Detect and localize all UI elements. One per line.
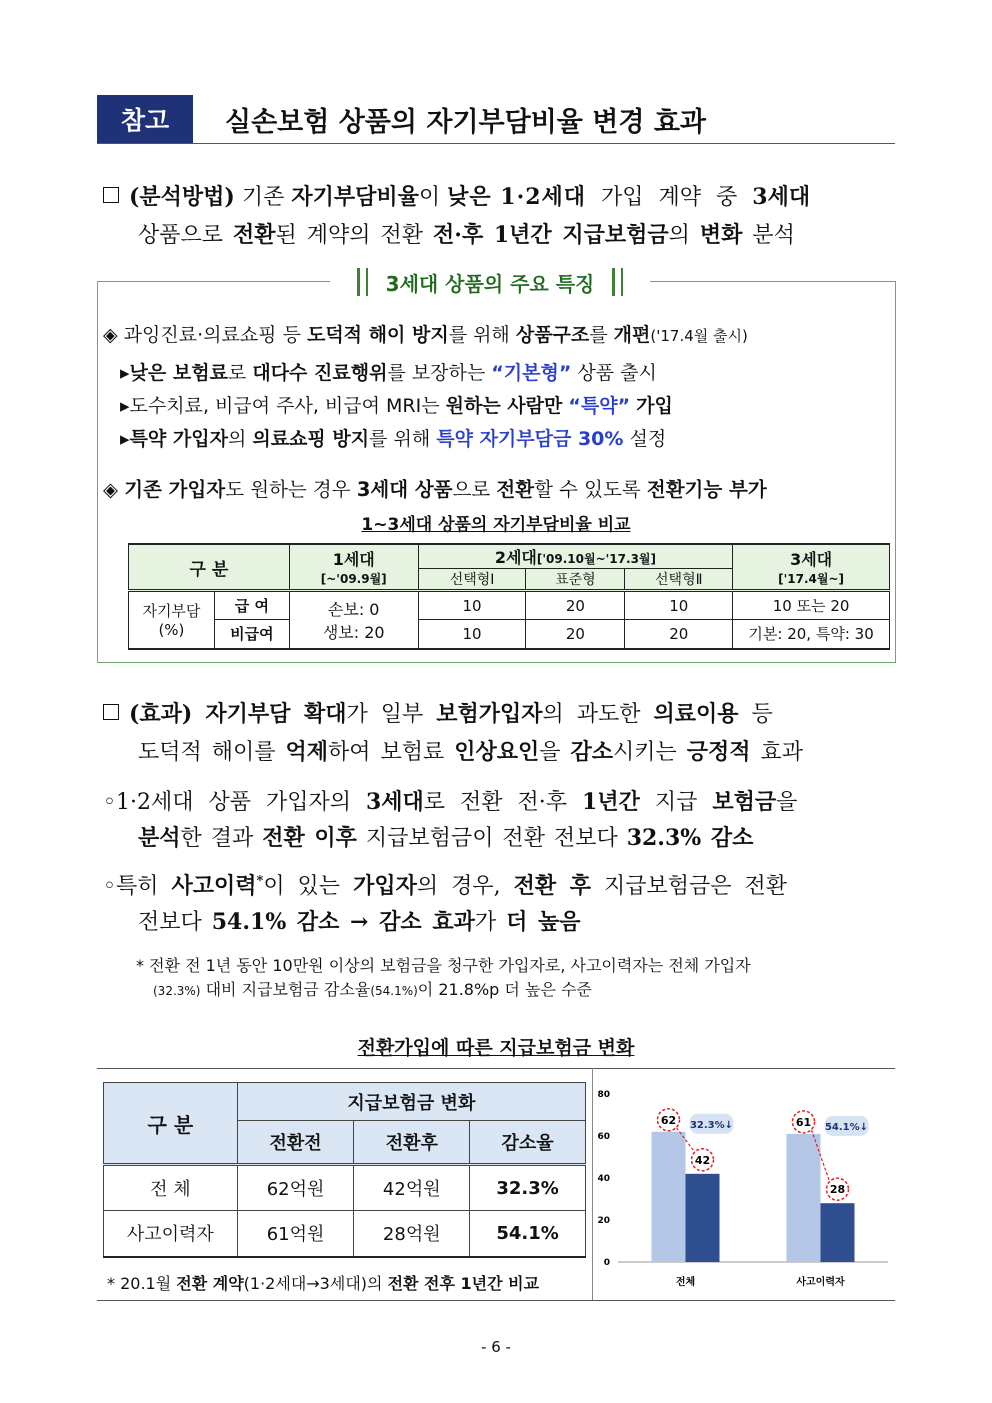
header-division: 구 분 (129, 544, 290, 591)
cell: 28억원 (354, 1211, 470, 1257)
effect-bullet-1-line-1: ◦1·2세대 상품 가입자의 3세대로 전환 전·후 1년간 지급 보험금을 (103, 789, 798, 815)
header-select-1: 선택형Ⅰ (418, 569, 526, 591)
header-after: 전환후 (354, 1121, 470, 1165)
header-gen3: 3세대 ['17.4월~] (733, 544, 890, 591)
data-label: 28 (829, 1183, 846, 1197)
header-rate: 감소율 (470, 1121, 586, 1165)
row-non-covered: 비급여 (214, 620, 289, 649)
header-standard: 표준형 (526, 569, 625, 591)
header-gen1: 1세대 [~'09.9월] (289, 544, 418, 591)
cell: 10 또는 20 (733, 591, 890, 620)
checkbox-square-icon (103, 704, 119, 720)
features-bullet-1: ▸낮은 보험료로 대다수 진료행위를 보장하는 “기본형” 상품 출시 (120, 362, 657, 384)
bottom-frame-bottom (97, 1300, 895, 1301)
y-tick-label: 60 (597, 1132, 610, 1142)
cell: 10 (418, 591, 526, 620)
y-tick-label: 40 (597, 1174, 610, 1184)
effect-bullet-2-line-2: 전보다 54.1% 감소 → 감소 효과가 더 높음 (138, 909, 581, 935)
y-tick-label: 0 (603, 1258, 610, 1268)
bottom-note: * 20.1월 전환 계약(1·2세대→3세대)의 전환 전후 1년간 비교 (107, 1274, 540, 1293)
comparison-table (128, 543, 890, 650)
header-select-2: 선택형Ⅱ (625, 569, 733, 591)
footnote-line-1: * 전환 전 1년 동안 10만원 이상의 보험금을 청구한 가입자로, 사고이력자는 전체 가입자 (136, 956, 751, 975)
row-label: 사고이력자 (104, 1211, 238, 1257)
cell: 42억원 (354, 1165, 470, 1211)
data-label: 62 (660, 1113, 677, 1127)
features-line-2: ◈ 기존 가입자도 원하는 경우 3세대 상품으로 전환할 수 있도록 전환기능 부가 (103, 478, 767, 501)
cell: 10 (625, 591, 733, 620)
effect-bullet-2-line-1: ◦특히 사고이력*이 있는 가입자의 경우, 전환 후 지급보험금은 전환 (103, 873, 788, 899)
checkbox-square-icon (103, 187, 119, 203)
cell: 기본: 20, 특약: 30 (733, 620, 890, 649)
cell: 20 (625, 620, 733, 649)
table-row (104, 1165, 586, 1211)
footnote-line-2: (32.3%) 대비 지급보험금 감소율(54.1%)이 21.8%p 더 높은 수준 (153, 980, 592, 999)
method-line-2: 상품으로 전환된 계약의 전환 전·후 1년간 지급보험금의 변화 분석 (138, 222, 795, 248)
effect-line-1: (효과) 자기부담 확대가 일부 보험가입자의 과도한 의료이용 등 (103, 697, 773, 728)
method-line-1: (분석방법) 기존 자기부담비율이 낮은 1·2세대 가입 계약 중 3세대 (103, 180, 810, 211)
header-gen2: 2세대['09.10월~'17.3월] (418, 544, 733, 569)
title-bar-icon (357, 268, 368, 296)
benefit-bar-chart (594, 1080, 894, 1295)
cell: 32.3% (470, 1165, 586, 1211)
features-bullet-2: ▸도수치료, 비급여 주사, 비급여 MRI는 원하는 사람만 “특약” 가입 (120, 395, 673, 417)
table-row (104, 1211, 586, 1257)
effect-line-2: 도덕적 해이를 억제하여 보험료 인상요인을 감소시키는 긍정적 효과 (138, 739, 804, 765)
x-tick-label: 전체 (675, 1277, 696, 1288)
x-tick-label: 사고이력자 (796, 1277, 845, 1288)
bottom-title: 전환가입에 따른 지급보험금 변화 (357, 1037, 635, 1059)
cell: 20 (526, 620, 625, 649)
bottom-divider (592, 1068, 593, 1300)
features-title: 3세대 상품의 주요 특징 (385, 271, 595, 296)
annotation-label: 54.1%↓ (824, 1121, 869, 1133)
bottom-frame-top (97, 1068, 895, 1069)
row-self-pay-label: 자기부담 (%) (129, 591, 215, 649)
benefit-change-table (103, 1082, 586, 1258)
bar-전환전 (787, 1134, 821, 1262)
data-label: 42 (694, 1153, 711, 1167)
cell: 54.1% (470, 1211, 586, 1257)
cell: 20 (526, 591, 625, 620)
cell: 61억원 (237, 1211, 354, 1257)
features-title-wrap (330, 266, 650, 298)
header-change: 지급보험금 변화 (237, 1083, 585, 1121)
header-division: 구 분 (104, 1083, 238, 1165)
cell: 62억원 (237, 1165, 354, 1211)
row-covered: 급 여 (214, 591, 289, 620)
features-line-1: ◈ 과잉진료·의료쇼핑 등 도덕적 해이 방지를 위해 상품구조를 개편('17.4월 출시) (103, 324, 748, 346)
y-tick-label: 80 (597, 1090, 610, 1100)
bar-전환전 (652, 1132, 686, 1262)
row-label: 전 체 (104, 1165, 238, 1211)
header-before: 전환전 (237, 1121, 354, 1165)
page-number: - 6 - (481, 1338, 511, 1356)
y-tick-label: 20 (597, 1216, 610, 1226)
features-bullet-3: ▸특약 가입자의 의료쇼핑 방지를 위해 특약 자기부담금 30% 설정 (120, 428, 667, 450)
title-bar-icon (612, 268, 623, 296)
reference-badge: 참고 (97, 95, 193, 143)
comparison-table-title: 1~3세대 상품의 자기부담비율 비교 (361, 515, 631, 535)
data-label: 61 (795, 1115, 812, 1129)
page-title: 실손보험 상품의 자기부담비율 변경 효과 (225, 107, 706, 138)
gen1-values: 손보: 0 생보: 20 (289, 591, 418, 649)
bar-전환후 (821, 1203, 855, 1262)
annotation-label: 32.3%↓ (689, 1119, 734, 1131)
title-underline (97, 143, 895, 144)
bar-전환후 (686, 1174, 720, 1262)
effect-bullet-1-line-2: 분석한 결과 전환 이후 지급보험금이 전환 전보다 32.3% 감소 (138, 825, 754, 851)
cell: 10 (418, 620, 526, 649)
